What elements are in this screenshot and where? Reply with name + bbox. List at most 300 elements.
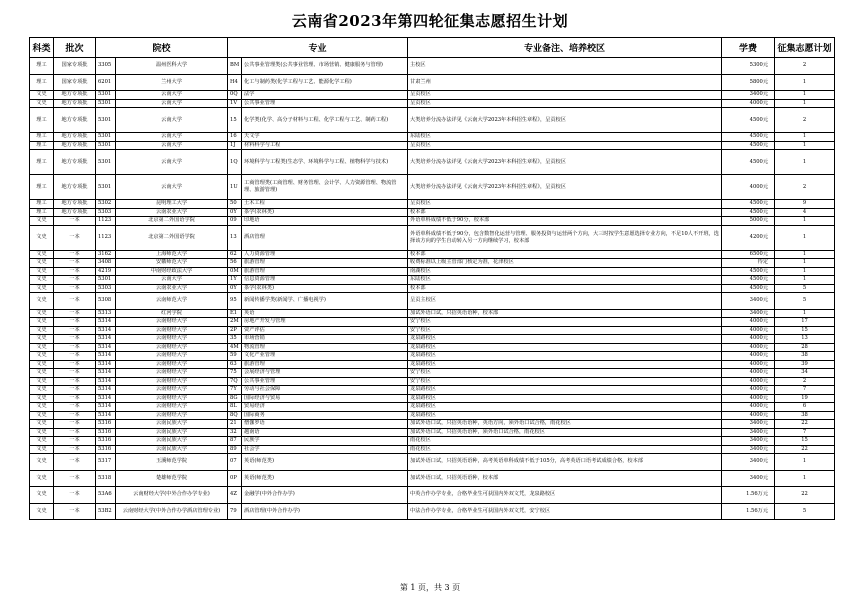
cell-school: 云南财经大学 [116,335,228,344]
cell-major-code: 2P [228,326,242,335]
cell-school: 上海师范大学 [116,250,228,259]
cell-school: 云南财经大学 [116,377,228,386]
cell-major: 越南语 [242,428,408,437]
table-row [30,133,835,142]
cell-school-code: 5301 [96,150,116,175]
cell-subject: 文史 [30,99,54,108]
cell-major-code: 09 [228,217,242,226]
header-cell-plan: 征集志愿计划 [775,38,835,58]
table-row [30,394,835,403]
cell-batch: 一本 [54,360,96,369]
cell-notes: 龙泉路校区 [408,403,722,412]
cell-fee: 4500元 [722,150,775,175]
cell-batch: 地方专项批 [54,150,96,175]
table-row [30,175,835,200]
cell-school: 云南大学 [116,276,228,285]
cell-major-code: 35 [228,335,242,344]
cell-school-code: 5301 [96,133,116,142]
cell-major: 新闻传播学类(新闻学、广播电视学) [242,293,408,310]
cell-plan: 7 [775,428,835,437]
cell-plan: 22 [775,445,835,454]
cell-school-code: 5301 [96,276,116,285]
cell-plan: 34 [775,369,835,378]
cell-notes: 龙泉路校区 [408,394,722,403]
cell-major-code: 15 [228,108,242,133]
cell-major-code: 75 [228,369,242,378]
table-row [30,259,835,268]
cell-school-code: 5301 [96,91,116,100]
cell-notes: 安宁校区 [408,377,722,386]
cell-plan: 39 [775,360,835,369]
page-title: 云南省2023年第四轮征集志愿招生计划 [291,12,569,30]
cell-school: 云南大学 [116,175,228,200]
cell-school-code: 5314 [96,343,116,352]
table-row [30,58,835,75]
cell-major: 英语 [242,309,408,318]
cell-notes: 大类培养分流办法详见《云南大学2023年本科招生章程》，呈贡校区 [408,108,722,133]
cell-subject: 文史 [30,352,54,361]
cell-plan: 6 [775,403,835,412]
table-row [30,74,835,91]
cell-fee: 3400元 [722,428,775,437]
table-row [30,360,835,369]
cell-batch: 一本 [54,352,96,361]
cell-fee: 4000元 [722,335,775,344]
cell-notes: 校本部 [408,284,722,293]
cell-batch: 一本 [54,225,96,250]
cell-subject: 理工 [30,58,54,75]
cell-plan: 1 [775,276,835,285]
cell-plan: 15 [775,437,835,446]
cell-school: 兰州大学 [116,74,228,91]
cell-plan: 38 [775,411,835,420]
cell-plan: 5 [775,284,835,293]
cell-batch: 地方专项批 [54,208,96,217]
cell-subject: 文史 [30,411,54,420]
cell-major-code: 7Y [228,386,242,395]
cell-major: 资产评估 [242,326,408,335]
cell-school: 云南民族大学 [116,420,228,429]
cell-major: 土木工程 [242,200,408,209]
cell-major: 酒店管理(中外合作办学) [242,503,408,520]
cell-school-code: 1123 [96,217,116,226]
cell-plan: 1 [775,150,835,175]
cell-batch: 一本 [54,470,96,487]
cell-subject: 理工 [30,141,54,150]
table-row [30,91,835,100]
cell-subject: 理工 [30,150,54,175]
table-row [30,411,835,420]
table-row [30,326,835,335]
cell-major-code: 21 [228,420,242,429]
cell-subject: 文史 [30,403,54,412]
cell-major-code: 1V [228,99,242,108]
table-body [30,58,835,520]
cell-fee: 待定 [722,259,775,268]
cell-plan: 1 [775,225,835,250]
cell-subject: 文史 [30,343,54,352]
cell-school: 北京第二外国语学院 [116,225,228,250]
table-row [30,445,835,454]
cell-batch: 一本 [54,394,96,403]
cell-major: 法学 [242,91,408,100]
cell-batch: 一本 [54,454,96,471]
cell-batch: 一本 [54,437,96,446]
cell-school: 云南财经大学 [116,394,228,403]
cell-major: 会展经济与管理 [242,369,408,378]
cell-fee: 3400元 [722,91,775,100]
cell-plan: 1 [775,454,835,471]
table-row [30,99,835,108]
table-row [30,309,835,318]
cell-major-code: 2M [228,318,242,327]
cell-major: 茶学(农林类) [242,208,408,217]
table-row [30,369,835,378]
cell-school: 云南师范大学 [116,293,228,310]
cell-notes: 加试外语口试，只招英语语种，须外语口试合格，雨花校区 [408,428,722,437]
cell-notes: 龙泉路校区 [408,343,722,352]
cell-batch: 一本 [54,445,96,454]
cell-notes: 校本部 [408,208,722,217]
cell-fee: 5000元 [722,217,775,226]
cell-subject: 文史 [30,284,54,293]
cell-major: 旅游管理 [242,267,408,276]
cell-major-code: 56 [228,259,242,268]
cell-batch: 一本 [54,487,96,504]
cell-major: 工商管理类(工商管理、财务管理、会计学、人力资源管理、物流管理、旅游管理) [242,175,408,200]
cell-subject: 理工 [30,108,54,133]
cell-school: 云南财经大学 [116,352,228,361]
cell-school-code: 5314 [96,326,116,335]
cell-major: 英语(师范类) [242,470,408,487]
cell-subject: 文史 [30,437,54,446]
cell-notes: 甘肃兰州 [408,74,722,91]
plan-table [29,37,835,520]
cell-school: 云南财经大学 [116,386,228,395]
cell-subject: 文史 [30,369,54,378]
cell-batch: 一本 [54,411,96,420]
table-row [30,470,835,487]
cell-fee: 4000元 [722,360,775,369]
cell-subject: 文史 [30,225,54,250]
cell-plan: 1 [775,99,835,108]
cell-batch: 一本 [54,386,96,395]
cell-major: 市场营销 [242,335,408,344]
cell-subject: 文史 [30,309,54,318]
cell-notes: 大类培养分流办法详见《云南大学2023年本科招生章程》，呈贡校区 [408,175,722,200]
cell-school: 云南财经大学 [116,360,228,369]
cell-school-code: 5316 [96,445,116,454]
cell-subject: 文史 [30,470,54,487]
table-row [30,276,835,285]
table-row [30,386,835,395]
cell-notes: 雨花校区 [408,437,722,446]
cell-notes: 南湖校区 [408,267,722,276]
cell-batch: 地方专项批 [54,133,96,142]
cell-major-code: 4Z [228,487,242,504]
table-row [30,503,835,520]
cell-plan: 5 [775,503,835,520]
cell-subject: 文史 [30,335,54,344]
cell-major: 物流管理 [242,343,408,352]
cell-notes: 收费标准以上级主管部门核定为准，花津校区 [408,259,722,268]
cell-school-code: 5302 [96,200,116,209]
cell-batch: 一本 [54,276,96,285]
cell-school: 云南财经大学(中外合作办学专业) [116,487,228,504]
cell-school: 云南大学 [116,141,228,150]
cell-batch: 国家专项批 [54,74,96,91]
cell-notes: 呈贡校区 [408,141,722,150]
cell-school: 温州医科大学 [116,58,228,75]
cell-notes: 加试外语口试，只招英语语种，高考英语单科成绩不低于105分，高考英语口语考试成绩合格，校本部 [408,454,722,471]
cell-fee: 4500元 [722,284,775,293]
cell-batch: 一本 [54,343,96,352]
table-row [30,318,835,327]
table-row [30,217,835,226]
cell-school: 云南财经大学 [116,326,228,335]
cell-plan: 1 [775,267,835,276]
cell-school-code: 5313 [96,309,116,318]
table-row [30,208,835,217]
cell-school-code: 6201 [96,74,116,91]
cell-plan: 22 [775,420,835,429]
cell-subject: 文史 [30,503,54,520]
cell-plan: 17 [775,318,835,327]
cell-major: 人力资源管理 [242,250,408,259]
cell-major: 房地产开发与管理 [242,318,408,327]
cell-subject: 文史 [30,250,54,259]
cell-subject: 理工 [30,200,54,209]
cell-batch: 一本 [54,377,96,386]
cell-major-code: 0Q [228,91,242,100]
cell-major: 信息资源管理 [242,276,408,285]
cell-major: 公共事业管理 [242,377,408,386]
cell-school-code: 5301 [96,141,116,150]
cell-batch: 一本 [54,428,96,437]
cell-notes: 雨花校区 [408,445,722,454]
cell-fee: 4500元 [722,267,775,276]
cell-fee: 4500元 [722,208,775,217]
cell-school: 云南大学 [116,150,228,175]
cell-plan: 1 [775,217,835,226]
cell-plan: 9 [775,200,835,209]
cell-major: 国际商务 [242,411,408,420]
cell-major-code: 8L [228,403,242,412]
cell-notes: 安宁校区 [408,318,722,327]
cell-batch: 一本 [54,250,96,259]
cell-major: 茶学(农林类) [242,284,408,293]
cell-fee: 3400元 [722,437,775,446]
header-cell-subject: 科类 [30,38,54,58]
table-row [30,335,835,344]
cell-major: 社会学 [242,445,408,454]
cell-batch: 一本 [54,293,96,310]
cell-major: 旅游管理 [242,360,408,369]
cell-major: 英语(师范类) [242,454,408,471]
cell-school-code: 5314 [96,318,116,327]
cell-plan: 2 [775,175,835,200]
cell-major-code: E1 [228,309,242,318]
cell-major: 环境科学与工程类(生态学、环境科学与工程、植物科学与技术) [242,150,408,175]
cell-notes: 东陆校区 [408,276,722,285]
cell-major: 公共事业管理 [242,99,408,108]
cell-school-code: 5314 [96,394,116,403]
cell-school-code: 53B2 [96,503,116,520]
cell-major-code: 63 [228,360,242,369]
cell-school: 云南财经大学 [116,318,228,327]
cell-batch: 地方专项批 [54,91,96,100]
cell-school: 中南财经政法大学 [116,267,228,276]
cell-notes: 龙泉路校区 [408,360,722,369]
header-cell-tuition: 学费 [722,38,775,58]
table-row [30,141,835,150]
table-row [30,108,835,133]
cell-fee: 4000元 [722,403,775,412]
table-row [30,403,835,412]
cell-school: 云南民族大学 [116,437,228,446]
cell-subject: 文史 [30,428,54,437]
cell-school: 云南财经大学 [116,403,228,412]
cell-plan: 1 [775,91,835,100]
cell-plan: 1 [775,141,835,150]
cell-subject: 文史 [30,91,54,100]
cell-school-code: 5314 [96,386,116,395]
table-row [30,428,835,437]
cell-school-code: 5314 [96,403,116,412]
cell-major-code: 87 [228,437,242,446]
cell-subject: 文史 [30,487,54,504]
cell-major-code: 0Y [228,208,242,217]
cell-batch: 地方专项批 [54,108,96,133]
cell-fee: 4500元 [722,200,775,209]
cell-plan: 2 [775,377,835,386]
header-cell-major: 专业 [228,38,408,58]
table-row [30,454,835,471]
cell-major: 化学类(化学、高分子材料与工程、化学工程与工艺、制药工程) [242,108,408,133]
cell-batch: 一本 [54,369,96,378]
cell-fee: 4000元 [722,326,775,335]
table-row [30,267,835,276]
cell-subject: 文史 [30,293,54,310]
cell-school: 云南农业大学 [116,284,228,293]
cell-school-code: 5318 [96,470,116,487]
cell-notes: 加试外语口试，只招英语语种，校本部 [408,309,722,318]
cell-batch: 一本 [54,403,96,412]
cell-major: 文化产业管理 [242,352,408,361]
cell-school: 云南民族大学 [116,445,228,454]
cell-school-code: 5308 [96,293,116,310]
cell-major-code: 0P [228,470,242,487]
cell-subject: 文史 [30,445,54,454]
cell-batch: 一本 [54,267,96,276]
cell-major-code: 13 [228,225,242,250]
cell-subject: 文史 [30,259,54,268]
cell-batch: 一本 [54,420,96,429]
cell-batch: 地方专项批 [54,200,96,209]
cell-school-code: 5301 [96,108,116,133]
cell-major-code: 59 [228,352,242,361]
cell-fee: 5800元 [722,74,775,91]
cell-batch: 一本 [54,284,96,293]
cell-batch: 地方专项批 [54,99,96,108]
cell-subject: 文史 [30,386,54,395]
cell-plan: 1 [775,259,835,268]
cell-major: 化工与制药类(化学工程与工艺、能源化学工程) [242,74,408,91]
cell-subject: 理工 [30,133,54,142]
cell-batch: 一本 [54,326,96,335]
cell-fee: 4000元 [722,175,775,200]
cell-major-code: BM [228,58,242,75]
cell-fee: 4500元 [722,276,775,285]
cell-subject: 理工 [30,208,54,217]
cell-notes: 主校区 [408,58,722,75]
cell-batch: 地方专项批 [54,175,96,200]
cell-plan: 19 [775,394,835,403]
cell-major-code: 62 [228,250,242,259]
cell-fee: 4000元 [722,411,775,420]
cell-major-code: 1Y [228,276,242,285]
cell-school-code: 5301 [96,99,116,108]
cell-subject: 理工 [30,74,54,91]
cell-fee: 4500元 [722,133,775,142]
cell-notes: 龙泉路校区 [408,352,722,361]
cell-notes: 安宁校区 [408,369,722,378]
cell-major: 材料科学与工程 [242,141,408,150]
cell-school: 玉溪师范学院 [116,454,228,471]
page-footer: 第 1 页，共 3 页 [399,583,461,592]
cell-notes: 呈贡校区 [408,99,722,108]
cell-fee: 4500元 [722,108,775,133]
cell-major: 贸易经济 [242,403,408,412]
cell-school-code: 3408 [96,259,116,268]
cell-major-code: 16 [228,133,242,142]
cell-school: 安徽师范大学 [116,259,228,268]
cell-major: 印地语 [242,217,408,226]
cell-subject: 理工 [30,175,54,200]
cell-major-code: 8Q [228,411,242,420]
cell-school-code: 5316 [96,420,116,429]
cell-batch: 国家专项批 [54,58,96,75]
cell-major-code: 1U [228,175,242,200]
cell-batch: 一本 [54,217,96,226]
cell-school-code: 3305 [96,58,116,75]
cell-school-code: 5316 [96,437,116,446]
cell-subject: 文史 [30,360,54,369]
cell-school: 云南农业大学 [116,208,228,217]
cell-school-code: 5303 [96,284,116,293]
cell-notes: 龙泉路校区 [408,386,722,395]
cell-notes: 安宁校区 [408,326,722,335]
cell-subject: 文史 [30,318,54,327]
header-cell-school: 院校 [96,38,228,58]
table-row [30,293,835,310]
cell-fee: 1.56万元 [722,503,775,520]
table-row [30,150,835,175]
cell-fee: 4000元 [722,369,775,378]
cell-fee: 4000元 [722,99,775,108]
cell-school-code: 5314 [96,377,116,386]
cell-major: 劳动与社会保障 [242,386,408,395]
cell-school-code: 5314 [96,360,116,369]
cell-school-code: 1123 [96,225,116,250]
cell-notes: 加试外语口试，只招英语语种，校本部 [408,470,722,487]
cell-major-code: 8G [228,394,242,403]
cell-notes: 呈贡校区 [408,91,722,100]
cell-school: 云南大学 [116,108,228,133]
cell-school: 云南民族大学 [116,428,228,437]
cell-fee: 4500元 [722,141,775,150]
cell-school: 云南财经大学 [116,369,228,378]
